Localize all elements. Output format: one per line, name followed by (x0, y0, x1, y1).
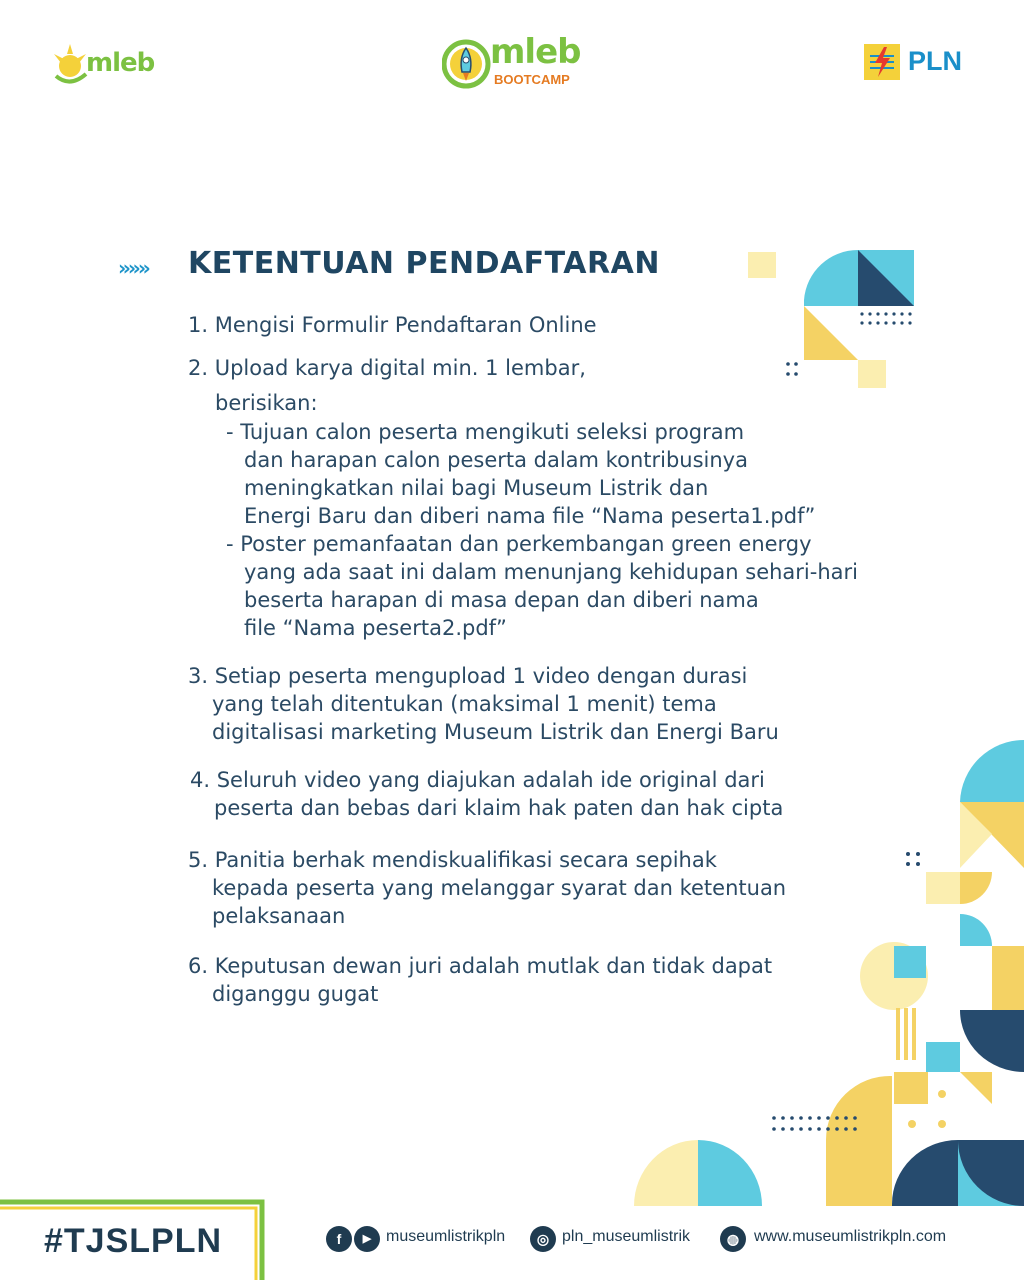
pln-logo (864, 44, 974, 84)
facebook-icon[interactable]: f (326, 1226, 352, 1252)
sub-list-item: - Poster pemanfaatan dan perkembangan green energy (226, 532, 812, 556)
instagram-handle[interactable]: pln_museumlistrik (562, 1228, 691, 1245)
heading-arrows: »»» (118, 256, 148, 280)
list-item-line: diganggu gugat (212, 982, 379, 1006)
list-item: 3. Setiap peserta mengupload 1 video dengan durasi (188, 664, 748, 688)
youtube-icon[interactable]: ▶ (354, 1226, 380, 1252)
website-link[interactable]: www.museumlistrikpln.com (754, 1228, 947, 1245)
decor-shapes-top (740, 240, 930, 400)
sub-list-item-line: meningkatkan nilai bagi Museum Listrik dan (244, 476, 709, 500)
sub-list-item-line: yang ada saat ini dalam menunjang kehidupan sehari-hari (244, 560, 858, 584)
mleb-logo-left (52, 38, 167, 90)
list-item: 4. Seluruh video yang diajukan adalah ide original dari (190, 768, 765, 792)
list-item: 1. Mengisi Formulir Pendaftaran Online (188, 313, 597, 337)
mleb-logo-text: mleb (86, 48, 155, 78)
list-item: 6. Keputusan dewan juri adalah mutlak dan tidak dapat (188, 954, 773, 978)
facebook-youtube-handle[interactable]: museumlistrikpln (386, 1228, 506, 1245)
list-item-line: yang telah ditentukan (maksimal 1 menit) tema (212, 692, 717, 716)
page-title: KETENTUAN PENDAFTARAN (188, 246, 660, 281)
lightning-icon (864, 44, 900, 80)
sub-list-item: - Tujuan calon peserta mengikuti seleksi program (226, 420, 745, 444)
mleb-bootcamp-logo (440, 34, 590, 94)
instagram-icon[interactable]: ◎ (530, 1226, 556, 1252)
website-icon[interactable]: ◍ (720, 1226, 746, 1252)
decor-shapes-bottom (620, 730, 1024, 1210)
pln-logo-mark (864, 44, 900, 80)
list-item-line: peserta dan bebas dari klaim hak paten dan hak cipta (214, 796, 784, 820)
sub-list-item-line: file “Nama peserta2.pdf” (244, 616, 507, 640)
pln-logo-text: PLN (908, 46, 962, 76)
list-item: 5. Panitia berhak mendiskualifikasi secara sepihak (188, 848, 717, 872)
bootcamp-logo-subtitle: BOOTCAMP (494, 72, 570, 87)
list-item: 2. Upload karya digital min. 1 lembar, (188, 356, 586, 380)
sub-list-item-line: dan harapan calon peserta dalam kontribusinya (244, 448, 748, 472)
hashtag-label: #TJSLPLN (44, 1222, 223, 1260)
list-item-line: pelaksanaan (212, 904, 346, 928)
list-item-line: berisikan: (215, 391, 318, 415)
list-item-line: digitalisasi marketing Museum Listrik dan Energi Baru (212, 720, 779, 744)
sub-list-item-line: Energi Baru dan diberi nama file “Nama peserta1.pdf” (244, 504, 816, 528)
sub-list-item-line: beserta harapan di masa depan dan diberi nama (244, 588, 759, 612)
list-item-line: kepada peserta yang melanggar syarat dan ketentuan (212, 876, 787, 900)
bootcamp-logo-text: mleb (490, 32, 581, 72)
rocket-badge-icon (442, 36, 492, 92)
